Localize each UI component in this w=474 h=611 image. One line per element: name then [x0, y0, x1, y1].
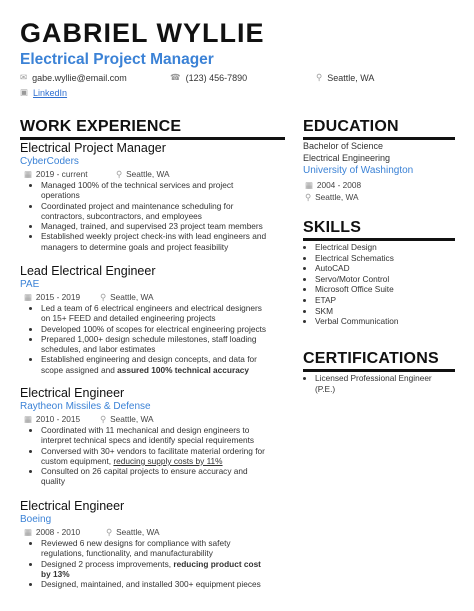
list-item: • Prepared 1,000+ design schedule milestones, staff loading schedules, and labor estimates — [41, 334, 270, 355]
envelope-icon: ✉ — [20, 72, 28, 82]
job-dates-text: 2010 - 2015 — [35, 414, 81, 424]
candidate-name: GABRIEL WYLLIE — [20, 18, 265, 48]
phone-contact[interactable] — [170, 72, 247, 83]
list-item: • Designed, maintained, and installed 300+ equipment pieces — [41, 579, 270, 589]
list-item: • Coordinated project and maintenance scheduling for contractors, subcontractors, and employees — [41, 201, 270, 222]
education-location — [305, 192, 359, 202]
job-dates — [24, 169, 88, 179]
location-pin-icon: ⚲ — [305, 192, 312, 202]
job-location-text: Seattle, WA — [110, 292, 154, 302]
field-of-study: Electrical Engineering — [303, 153, 391, 163]
list-item: • Reviewed 6 new designs for compliance with safety regulations, functionality, and manufacturability — [41, 538, 270, 559]
linkedin-link[interactable]: LinkedIn — [33, 87, 68, 98]
job-location — [100, 292, 154, 302]
skill-item: • SKM — [315, 306, 460, 317]
education-heading: EDUCATION — [303, 118, 399, 135]
email-text: gabe.wyllie@email.com — [32, 72, 127, 83]
list-item — [41, 446, 270, 467]
candidate-role: Electrical Project Manager — [20, 51, 214, 68]
list-item: • Coordinated with 11 mechanical and design engineers to interpret technical specs and identify special requirements — [41, 425, 270, 446]
job-bullets — [26, 538, 270, 589]
bullet-text: Conversed with 30+ vendors to facilitate material ordering for custom equipment, — [41, 445, 265, 466]
job-location — [106, 527, 160, 537]
education-dates — [305, 180, 361, 190]
certifications-heading: CERTIFICATIONS — [303, 350, 439, 367]
skills-heading: SKILLS — [303, 219, 362, 236]
job-bullets — [26, 303, 270, 375]
calendar-icon: ▦ — [24, 169, 32, 179]
skill-item: • AutoCAD — [315, 263, 460, 274]
section-divider — [20, 137, 285, 140]
degree: Bachelor of Science — [303, 141, 384, 151]
list-item — [41, 559, 270, 580]
job-bullets — [26, 425, 270, 487]
skill-item: • Verbal Communication — [315, 316, 460, 327]
phone-icon: ☎ — [170, 72, 181, 82]
calendar-icon: ▦ — [305, 180, 313, 190]
job-dates — [24, 414, 80, 424]
skill-item: • Electrical Schematics — [315, 253, 460, 264]
certifications-list — [300, 373, 450, 394]
bullet-emphasis: assured 100% technical accuracy — [117, 364, 250, 375]
list-item — [41, 354, 270, 375]
job-title: Lead Electrical Engineer — [20, 264, 156, 278]
phone-text: (123) 456-7890 — [185, 72, 248, 83]
company-name: Raytheon Missiles & Defense — [20, 401, 151, 412]
skill-item: • Electrical Design — [315, 242, 460, 253]
skill-item: • Servo/Motor Control — [315, 274, 460, 285]
job-location-text: Seattle, WA — [110, 414, 154, 424]
job-location — [100, 414, 154, 424]
bullet-emphasis: reducing product cost by 13% — [41, 558, 261, 579]
list-item: • Managed, trained, and supervised 23 project team members — [41, 221, 270, 231]
work-experience-heading: WORK EXPERIENCE — [20, 118, 182, 135]
job-dates-text: 2008 - 2010 — [35, 527, 81, 537]
company-name: PAE — [20, 279, 40, 290]
job-location-text: Seattle, WA — [116, 527, 160, 537]
job-title: Electrical Project Manager — [20, 141, 166, 155]
location-pin-icon: ⚲ — [106, 527, 113, 537]
company-name: Boeing — [20, 514, 52, 525]
calendar-icon: ▦ — [24, 414, 32, 424]
location-pin-icon: ⚲ — [316, 72, 323, 82]
job-title: Electrical Engineer — [20, 386, 125, 400]
location-pin-icon: ⚲ — [100, 414, 107, 424]
location-pin-icon: ⚲ — [116, 169, 123, 179]
skill-item: • Microsoft Office Suite — [315, 284, 460, 295]
bullet-text: Established engineering and design concepts, and data for scope assigned and — [41, 354, 257, 375]
job-bullets — [26, 180, 270, 252]
linkedin-icon: ▣ — [20, 87, 29, 97]
bullet-emphasis: reducing supply costs by 11% — [113, 455, 223, 466]
certification-item: • Licensed Professional Engineer (P.E.) — [315, 373, 450, 394]
calendar-icon: ▦ — [24, 527, 32, 537]
list-item: • Developed 100% of scopes for electrical engineering projects — [41, 324, 270, 334]
linkedin-contact[interactable] — [20, 87, 67, 98]
list-item: • Consulted on 26 capital projects to ensure accuracy and quality — [41, 466, 270, 487]
location-contact — [316, 72, 374, 83]
bullet-text: Designed 2 process improvements, — [41, 558, 174, 569]
list-item: • Managed 100% of the technical services and project operations — [41, 180, 270, 201]
education-location-text: Seattle, WA — [315, 192, 359, 202]
job-title: Electrical Engineer — [20, 499, 125, 513]
school-name: University of Washington — [303, 165, 414, 176]
job-location-text: Seattle, WA — [126, 169, 170, 179]
location-text: Seattle, WA — [327, 72, 375, 83]
list-item: • Led a team of 6 electrical engineers and electrical designers on 15+ FEED and detailed engineering projects — [41, 303, 270, 324]
skills-list — [300, 242, 460, 327]
education-dates-text: 2004 - 2008 — [316, 180, 362, 190]
job-dates-text: 2019 - current — [35, 169, 88, 179]
section-divider — [303, 137, 455, 140]
job-dates-text: 2015 - 2019 — [35, 292, 81, 302]
email-contact[interactable] — [20, 72, 127, 83]
section-divider — [303, 238, 455, 241]
section-divider — [303, 369, 455, 372]
calendar-icon: ▦ — [24, 292, 32, 302]
job-dates — [24, 292, 80, 302]
company-name: CyberCoders — [20, 156, 79, 167]
list-item: • Established weekly project check-ins with lead engineers and managers to determine goals and project feasibility — [41, 231, 270, 252]
location-pin-icon: ⚲ — [100, 292, 107, 302]
skill-item: • ETAP — [315, 295, 460, 306]
job-dates — [24, 527, 80, 537]
job-location — [116, 169, 170, 179]
